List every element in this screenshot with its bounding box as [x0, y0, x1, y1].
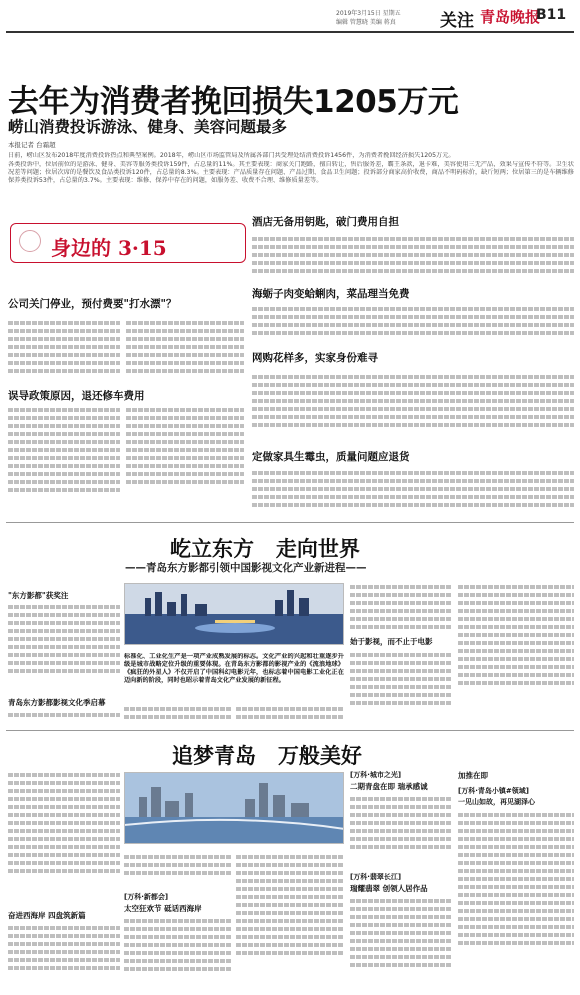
- city-skyline-icon: [125, 584, 344, 645]
- article-4-body: [252, 304, 574, 344]
- feature1-col2-body: [124, 704, 232, 726]
- section-label: 关注: [440, 11, 474, 31]
- feature2-sub4: [万科·城市之光]: [350, 771, 402, 779]
- waterfront-photo: [124, 772, 344, 844]
- lead-body-intro: 日前，崂山区发布2018年度消费投诉热点和典型案例。2018年，崂山区市场监管局及所属各部门共受理处结消费投诉1456件，为消费者挽回经济损失1205万元。: [8, 152, 455, 159]
- feature2-sub3: 太空狂欢节 砥话西海岸: [124, 904, 202, 913]
- article-1-body-col1: [8, 318, 120, 386]
- feature2-sub1: 奋进西海岸 四盘筑新篇: [8, 911, 86, 920]
- feature1-col5-body: [458, 582, 574, 722]
- banner-label: 身边的 3·15: [51, 236, 167, 260]
- feature1-title: 屹立东方 走向世界: [170, 537, 360, 561]
- lead-body: 各类投诉中，位居前位的是游泳、健身、美容等服务类投诉159件，占总量的11%。其主要表现：商家关门跑路，擅自转让，售后服务差，霸王条款，退卡难，美容使用三无产品，效果与宣传不符等。卫生状况差等问题；位居次席的是餐饮及食品类投诉120件，占总量的8.3%。主要表现：产品质量存在问题、产品过期、食品卫生问题；投诉部分商家高价收费，商品不明码标价，缺斤短两；位居第三的是车辆维修保养类投诉53件，占总量的3.7%。主要表现：维修、保养中存在的问题，如服务差、收费不合理、维修质量差等。: [8, 161, 574, 184]
- article-2-body-col2: [126, 405, 244, 505]
- topic-banner: [10, 223, 246, 263]
- feature2-col1-body: [8, 770, 120, 906]
- feature1-subtitle: ——青岛东方影都引领中国影视文化产业新进程——: [125, 562, 367, 574]
- paper-logo: 青岛晚报: [480, 8, 541, 26]
- feature2-sub7: 瑞耀翡翠 创领人居作品: [350, 884, 428, 893]
- issue-date: 2019年3月15日 星期五: [336, 10, 401, 17]
- feature2-sub8: 加推在即: [458, 771, 488, 780]
- section-divider-2: [6, 730, 574, 731]
- article-6-title: 定做家具生霉虫，质量问题应退货: [252, 451, 410, 463]
- feature2-sub10: 一见山如故，再见湖泽心: [458, 798, 535, 806]
- article-2-body-col1: [8, 405, 120, 517]
- article-3-title: 酒店无备用钥匙，破门费用自担: [252, 216, 399, 228]
- feature2-col3-body: [236, 852, 344, 990]
- feature1-sub2: 青岛东方影都影视文化季启幕: [8, 698, 106, 707]
- article-5-body: [252, 372, 574, 444]
- feature2-sub9: [万科·青岛小镇#领域]: [458, 787, 529, 795]
- article-6-body: [252, 468, 574, 516]
- article-2-title: 误导政策原因，退还修车费用: [8, 390, 145, 402]
- banner-decor-icon: [19, 230, 41, 252]
- feature1-col3-body: [236, 704, 344, 726]
- article-5-title: 网购花样多，实家身份难寻: [252, 352, 378, 364]
- feature2-col2-body: [124, 852, 232, 886]
- feature1-col1-body: [8, 602, 120, 698]
- feature1-col1-body-2: [8, 710, 120, 724]
- lead-byline: 本报记者 台霜超: [8, 141, 56, 149]
- feature1-sub3: 始于影视，而不止于电影: [350, 637, 433, 646]
- waterfront-skyline-icon: [125, 773, 344, 844]
- issue-editors: 编辑 管慧晓 美编 蒋真: [336, 19, 396, 26]
- lead-subheadline: 崂山消费投诉游泳、健身、美容问题最多: [8, 118, 288, 136]
- feature1-sub1: "东方影都"获奖注: [8, 591, 69, 600]
- feature2-col1-body-2: [8, 923, 120, 989]
- page-number: B11: [536, 7, 567, 23]
- lead-headline: 去年为消费者挽回损失1205万元: [8, 84, 459, 120]
- article-1-body-col2: [126, 318, 244, 386]
- feature1-col4-body: [350, 582, 452, 644]
- feature2-sub6: [万科·翡翠长江]: [350, 873, 402, 881]
- section-divider: [6, 522, 574, 523]
- feature2-sub5: 二期青盘在即 瑞承感诚: [350, 782, 428, 791]
- feature1-caption: 标准化、工业化生产是一项产业成熟发展的标志。文化产业的兴起和壮重逐步升级是城市战略定位升级的重要体现。在青岛东方影都的影视产业的《流浪地球》《疯狂的外星人》不仅开启了中国科幻电影元年，也标志着中国电影工业化正在迈向新的阶段，同时也昭示着青岛文化产业发展的新征程。: [124, 653, 344, 684]
- article-3-body: [252, 234, 574, 282]
- masthead-rule: [6, 31, 574, 33]
- city-night-photo: [124, 583, 344, 645]
- feature1-col4-body-2: [350, 650, 452, 722]
- feature2-sub2: [万科·新都会]: [124, 893, 169, 901]
- feature2-title: 追梦青岛 万般美好: [172, 744, 362, 768]
- article-1-title: 公司关门停业，预付费要"打水漂"？: [8, 298, 177, 310]
- feature2-col4-body: [350, 794, 452, 870]
- feature2-col2-body-2: [124, 916, 232, 990]
- feature2-col4-body-2: [350, 896, 452, 990]
- feature2-col5-body: [458, 810, 574, 990]
- article-4-title: 海蛎子肉变蛤蜊肉，菜品理当免费: [252, 288, 410, 300]
